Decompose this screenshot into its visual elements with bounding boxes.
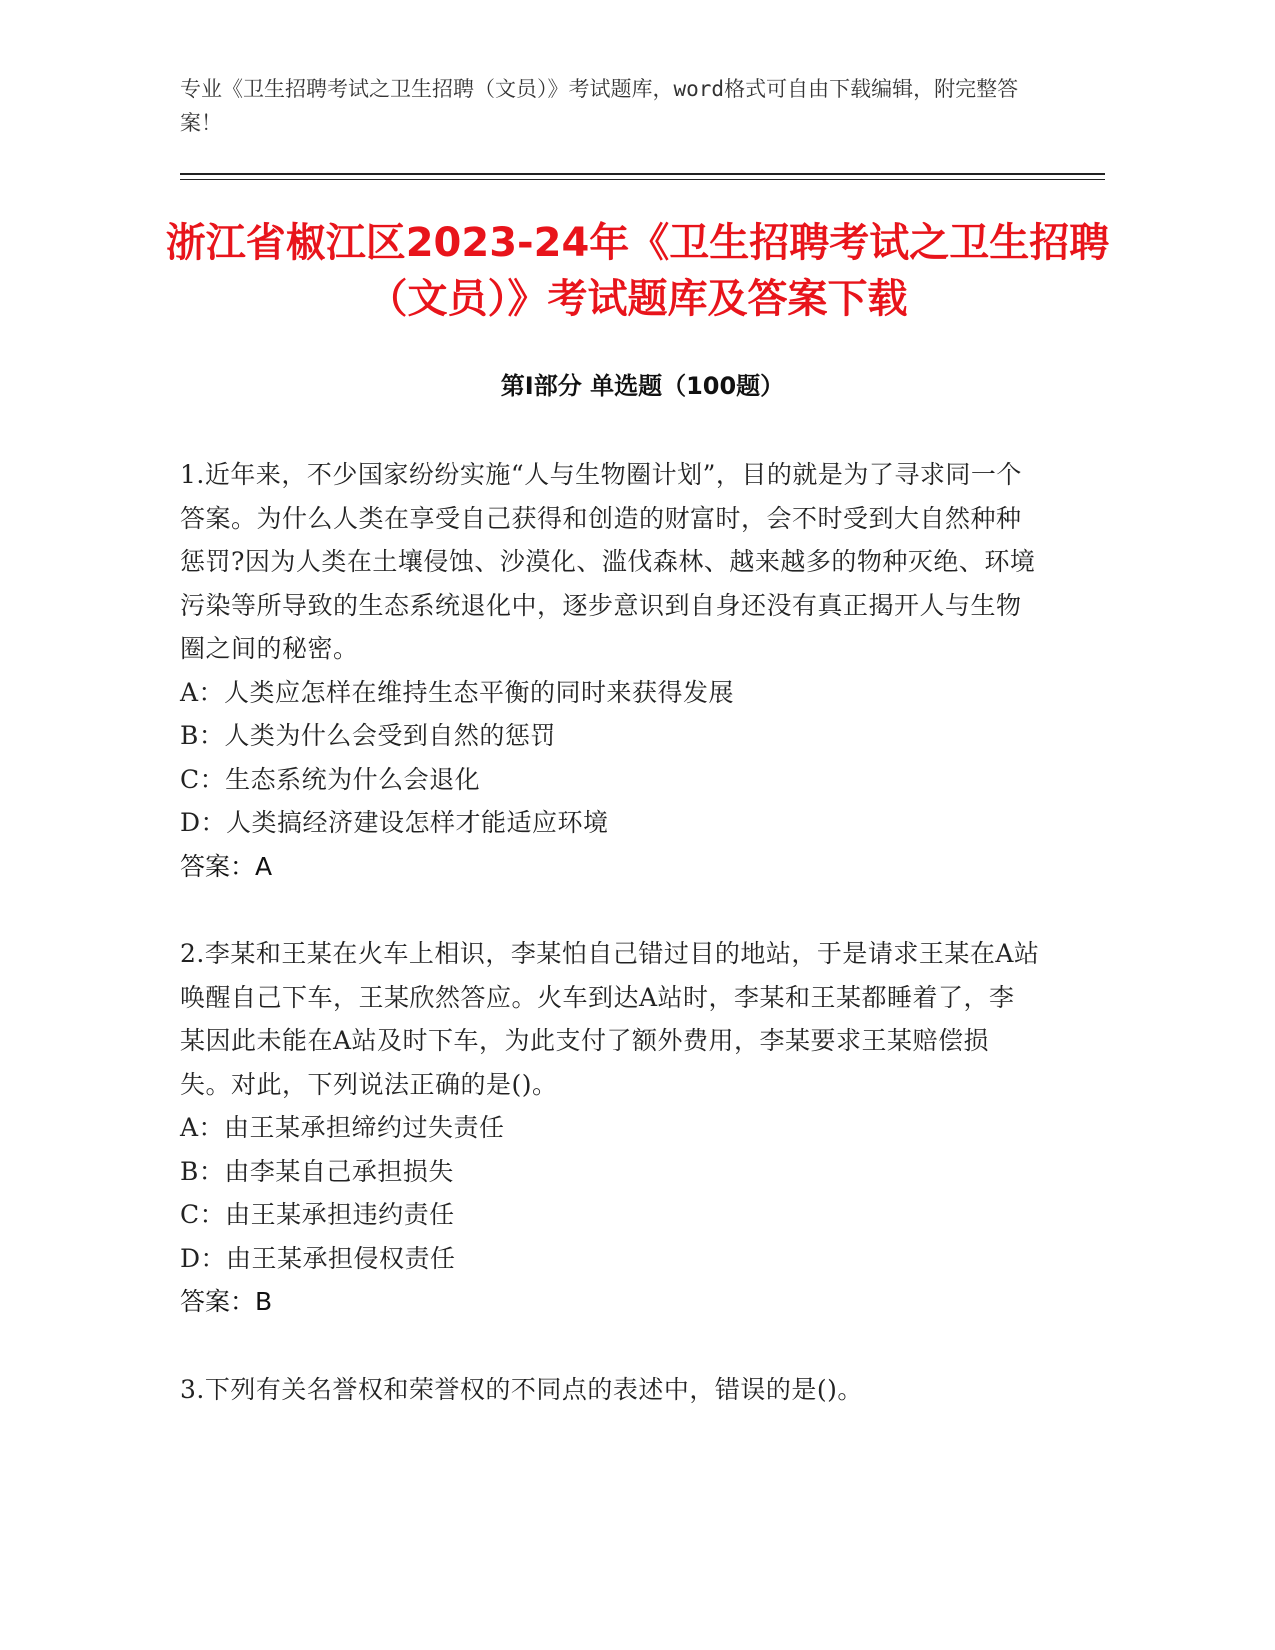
option-c: C：生态系统为什么会退化 (180, 764, 481, 794)
header-divider-thin (180, 179, 1105, 180)
option-d: D：人类搞经济建设怎样才能适应环境 (180, 808, 609, 837)
option-b: B：人类为什么会受到自然的惩罚 (180, 721, 556, 750)
option-c: C：由王某承担违约责任 (180, 1200, 455, 1229)
option-d: D：由王某承担侵权责任 (180, 1243, 456, 1273)
option-b: B：由李某自己承担损失 (180, 1156, 454, 1186)
header-note: 专业《卫生招聘考试之卫生招聘（文员）》考试题库，word格式可自由下载编辑，附完整答案！ (180, 77, 1019, 135)
section-heading: 第I部分 单选题（100题） (500, 372, 785, 400)
option-a: A：人类应怎样在维持生态平衡的同时来获得发展 (180, 677, 735, 707)
answer-line: 答案：B (180, 1287, 273, 1316)
question-stem: 1.近年来，不少国家纷纷实施“人与生物圈计划”，目的就是为了寻求同一个答案。为什么人类在享受自己获得和创造的财富时，会不时受到大自然种种惩罚?因为人类在土壤侵蚀、沙漠化、滥伐森林、越来越多的物种灭绝、环境污染等所导致的生态系统退化中，逐步意识到自身还没有真正揭开人与生物圈之间的秘密。 (180, 460, 1036, 663)
document-title: 浙江省椒江区2023-24年《卫生招聘考试之卫生招聘（文员）》考试题库及答案下载 (165, 220, 1110, 322)
question-stem: 2.李某和王某在火车上相识，李某怕自己错过目的地站，于是请求王某在A站唤醒自己下车，王某欣然答应。火车到达A站时，李某和王某都睡着了，李某因此未能在A站及时下车，为此支付了额外费用，李某要求王某赔偿损失。对此，下列说法正确的是()。 (180, 939, 1040, 1099)
answer-line: 答案：A (180, 851, 273, 881)
header-divider-thick (180, 173, 1105, 175)
option-a: A：由王某承担缔约过失责任 (180, 1113, 505, 1142)
question-1 (180, 453, 1040, 888)
question-3 (180, 1368, 1040, 1412)
question-stem: 3.下列有关名誉权和荣誉权的不同点的表述中，错误的是()。 (180, 1375, 863, 1404)
question-2 (180, 932, 1040, 1324)
